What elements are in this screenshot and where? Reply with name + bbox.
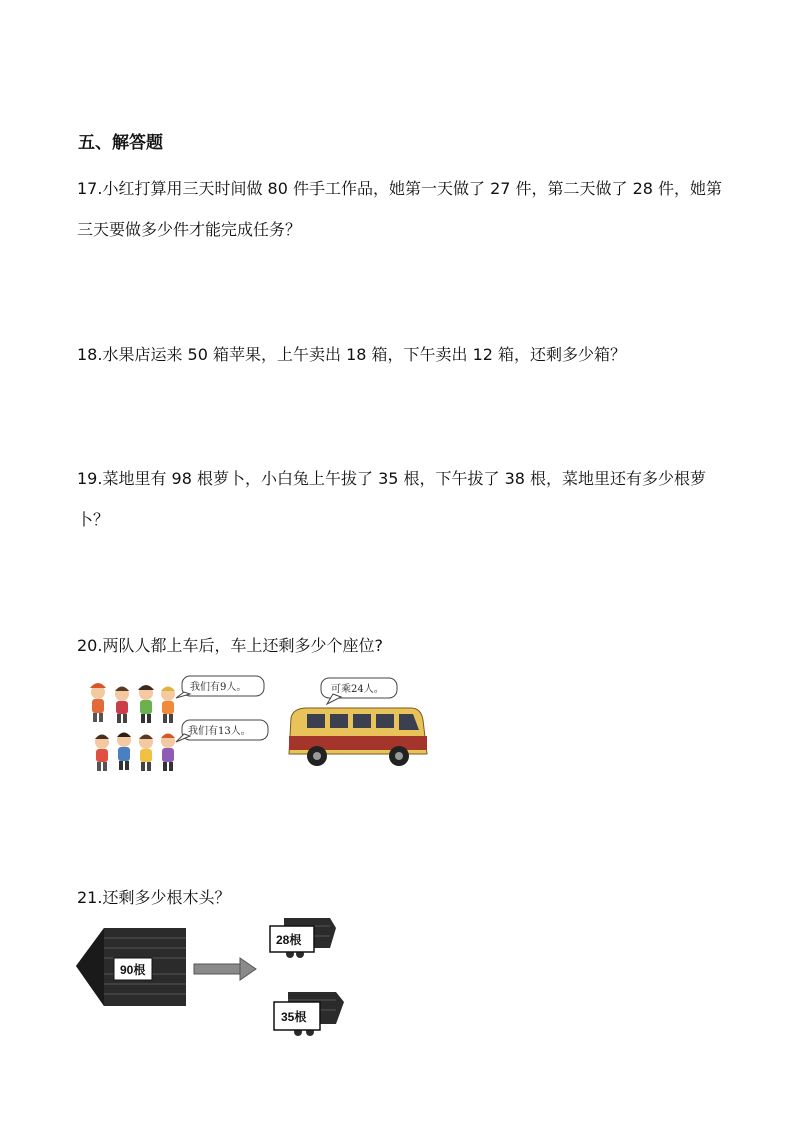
pile-a-label: 28根	[276, 933, 302, 947]
logs-illustration	[74, 914, 364, 1044]
pile-b-label: 35根	[281, 1010, 307, 1024]
question-18: 18.水果店运来 50 箱苹果，上午卖出 18 箱，下午卖出 12 箱，还剩多少箱？	[77, 345, 627, 364]
log-pile-large	[76, 928, 186, 1006]
speech-bubble-team-1	[176, 676, 264, 698]
question-21: 21.还剩多少根木头？	[77, 888, 231, 907]
children-row-1	[90, 683, 175, 723]
bubble-team-2-text: 我们有13人。	[188, 726, 251, 737]
speech-bubble-bus	[321, 678, 397, 704]
question-19: 19.菜地里有 98 根萝卜，小白兔上午拔了 35 根，下午拔了 38 根，菜地里还有多少根萝卜？	[77, 469, 707, 529]
section-title: 五、解答题	[78, 133, 163, 153]
bus-body	[289, 708, 427, 766]
bubble-bus-text: 可乘24人。	[331, 684, 384, 695]
bus-illustration	[283, 676, 433, 776]
bubble-team-1-text: 我们有9人。	[190, 682, 247, 693]
log-pile-a	[270, 918, 336, 958]
children-groups-illustration	[82, 672, 272, 777]
question-20: 20.两队人都上车后，车上还剩多少个座位?	[77, 636, 383, 655]
arrow-icon	[194, 958, 256, 980]
speech-bubble-team-2	[176, 720, 268, 742]
log-pile-b	[274, 992, 344, 1036]
question-17: 17.小红打算用三天时间做 80 件手工作品，她第一天做了 27 件，第二天做了 28 件，她第三天要做多少件才能完成任务？	[77, 179, 723, 239]
pile-total-label: 90根	[120, 963, 146, 977]
children-row-2	[95, 733, 175, 772]
